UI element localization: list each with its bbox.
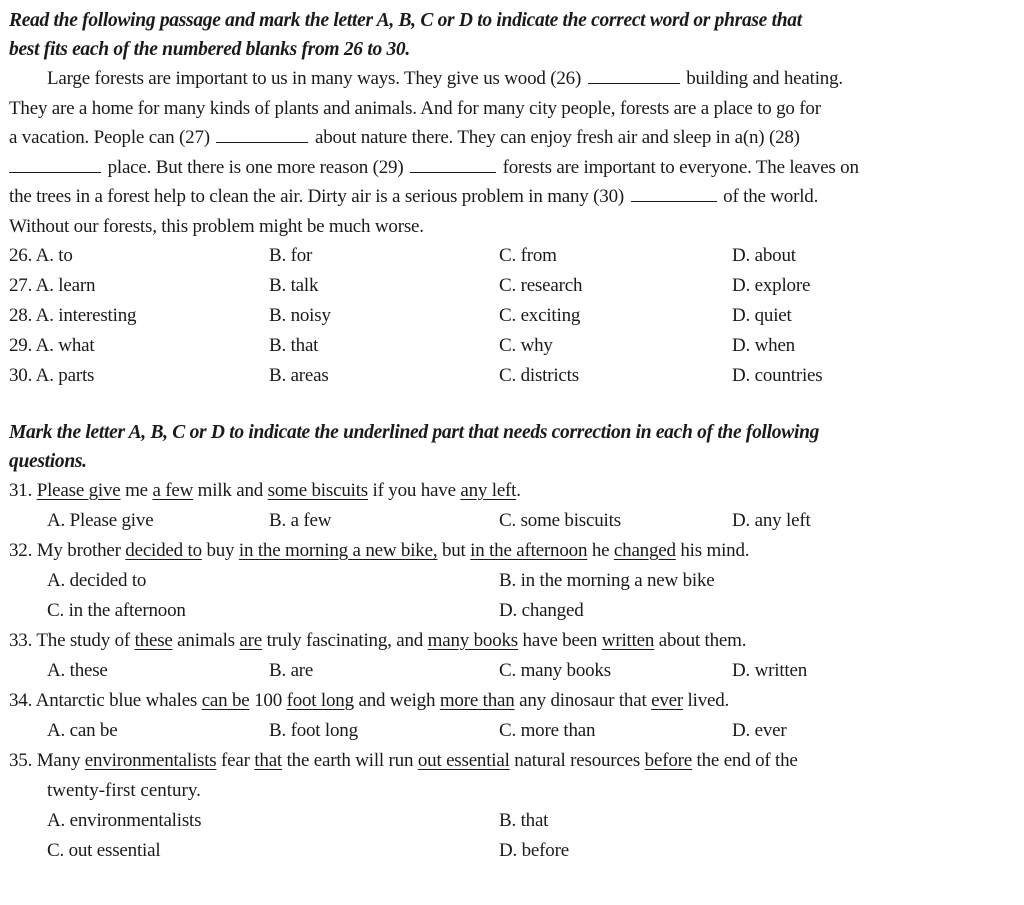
stem-text: lived. [683,690,730,711]
option-a: A. to [35,245,73,266]
stem-text: truly fascinating, and [262,630,428,651]
question-28 [9,301,1014,331]
passage-line3a: a vacation. People can (27) [9,127,210,148]
stem-text: natural resources [509,750,645,771]
question-number: 31. [9,480,33,501]
options [9,566,1014,596]
option-c: C. districts [499,365,579,386]
question-number: 28. [9,305,33,326]
option-b: B. noisy [269,305,331,326]
option-d: D. explore [732,275,811,296]
question-number: 29. [9,335,33,356]
option-d: D. countries [732,365,823,386]
underlined-part-b: are [239,630,263,651]
section2-instruction-line2: questions. [9,451,87,472]
option-b: B. are [269,660,314,681]
stem-text: he [587,540,614,561]
stem-text: but [437,540,471,561]
section2-instruction-line1: Mark the letter A, B, C or D to indicate the underlined part that needs correction in each of the following [9,422,820,443]
option-a: A. parts [35,365,95,386]
question-29 [9,331,1014,361]
stem-text: have been [518,630,602,651]
underlined-part-c: in the afternoon [470,540,588,561]
option-a: A. environmentalists [47,810,202,831]
option-c: C. some biscuits [499,510,621,531]
option-a: A. what [35,335,95,356]
option-b: B. areas [269,365,329,386]
option-d: D. any left [732,510,811,531]
passage-line6: Without our forests, this problem might be much worse. [9,215,424,237]
passage [9,64,1014,241]
question-number: 26. [9,245,33,266]
question-number: 34. [9,690,33,711]
passage-line3b: about nature there. They can enjoy fresh air and sleep in a(n) (28) [315,127,800,148]
option-a: A. can be [47,720,118,741]
stem-text: and weigh [353,690,440,711]
blank-28 [9,154,101,173]
underlined-part-b: in the morning a new bike, [238,540,438,561]
blank-30 [631,183,717,202]
question-31 [9,476,1014,536]
question-stem [9,626,1014,656]
options [9,656,1014,686]
question-stem [9,746,1014,776]
section1-instruction [9,6,1014,64]
stem-text: animals [172,630,240,651]
option-a: A. interesting [35,305,137,326]
question-27 [9,271,1014,301]
blank-27 [216,124,308,143]
underlined-part-a: these [134,630,173,651]
question-35 [9,746,1014,866]
options [9,506,1014,536]
question-number: 32. [9,540,33,561]
option-c: C. out essential [47,840,161,861]
stem-text: the end of the [691,750,798,771]
section2-instruction [9,418,1014,476]
question-30 [9,361,1014,391]
underlined-part-b: foot long [286,690,354,711]
underlined-part-d: any left [460,480,517,501]
stem-text: me [120,480,153,501]
option-c: C. research [499,275,583,296]
underlined-part-d: written [601,630,655,651]
stem-text: . [516,480,521,501]
blank-29 [410,154,496,173]
question-stem-continuation: twenty-first century. [47,780,201,801]
option-b: B. for [269,245,313,266]
option-a: A. learn [35,275,96,296]
question-26 [9,241,1014,271]
underlined-part-c: more than [439,690,515,711]
stem-text: if you have [367,480,461,501]
option-d: D. about [732,245,796,266]
underlined-part-b: that [254,750,283,771]
options [9,836,1014,866]
underlined-part-c: many books [427,630,518,651]
passage-line4b: forests are important to everyone. The leaves on [502,156,859,178]
passage-line5b: of the world. [723,186,819,207]
passage-line5a: the trees in a forest help to clean the air. Dirty air is a serious problem in many (30) [9,186,625,207]
options [9,806,1014,836]
section1-instruction-line1: Read the following passage and mark the letter A, B, C or D to indicate the correct word or phrase that [9,10,802,31]
passage-line4a: place. But there is one more reason (29) [107,156,404,178]
stem-text: Antarctic blue whales [35,690,202,711]
stem-text: The study of [36,630,135,651]
question-34 [9,686,1014,746]
section1-instruction-line2: best fits each of the numbered blanks from 26 to 30. [9,39,410,60]
option-c: C. many books [499,660,611,681]
option-d: D. written [732,660,808,681]
stem-text: Many [36,750,85,771]
question-number: 35. [9,750,33,771]
underlined-part-d: before [644,750,692,771]
stem-text: 100 [249,690,287,711]
underlined-part-a: Please give [36,480,121,501]
stem-text: My brother [36,540,126,561]
stem-text: any dinosaur that [514,690,652,711]
underlined-part-c: out essential [417,750,510,771]
question-stem [9,476,1014,506]
stem-text: his mind. [675,540,750,561]
option-c: C. why [499,335,553,356]
stem-text: the earth will run [282,750,418,771]
stem-text: buy [201,540,239,561]
option-c: C. from [499,245,557,266]
option-d: D. when [732,335,795,356]
stem-text: about them. [654,630,747,651]
question-stem [9,536,1014,566]
underlined-part-b: a few [152,480,194,501]
question-32 [9,536,1014,626]
option-b: B. that [269,335,319,356]
option-b: B. foot long [269,720,358,741]
option-c: C. in the afternoon [47,600,186,621]
underlined-part-a: can be [201,690,250,711]
underlined-part-a: environmentalists [84,750,217,771]
option-b: B. a few [269,510,332,531]
stem-text: milk and [193,480,268,501]
option-c: C. more than [499,720,596,741]
option-a: A. Please give [47,510,154,531]
question-number: 27. [9,275,33,296]
option-d: D. before [499,840,569,861]
question-33 [9,626,1014,686]
option-a: A. these [47,660,108,681]
option-b: B. talk [269,275,319,296]
option-d: D. quiet [732,305,792,326]
option-b: B. that [499,810,549,831]
option-b: B. in the morning a new bike [499,570,715,591]
question-stem [9,686,1014,716]
options [9,596,1014,626]
option-d: D. ever [732,720,787,741]
blank-26 [588,65,680,84]
passage-line2: They are a home for many kinds of plants and animals. And for many city people, forests are a place to go for [9,97,821,119]
underlined-part-a: decided to [125,540,202,561]
section1-question-list [9,241,1014,391]
options [9,716,1014,746]
passage-line1b: building and heating. [686,68,843,89]
underlined-part-d: changed [613,540,676,561]
option-d: D. changed [499,600,584,621]
stem-text: fear [216,750,255,771]
question-number: 33. [9,630,33,651]
underlined-part-d: ever [651,690,683,711]
passage-line1a: Large forests are important to us in many ways. They give us wood (26) [47,68,582,89]
option-a: A. decided to [47,570,147,591]
underlined-part-c: some biscuits [267,480,368,501]
question-number: 30. [9,365,33,386]
option-c: C. exciting [499,305,581,326]
